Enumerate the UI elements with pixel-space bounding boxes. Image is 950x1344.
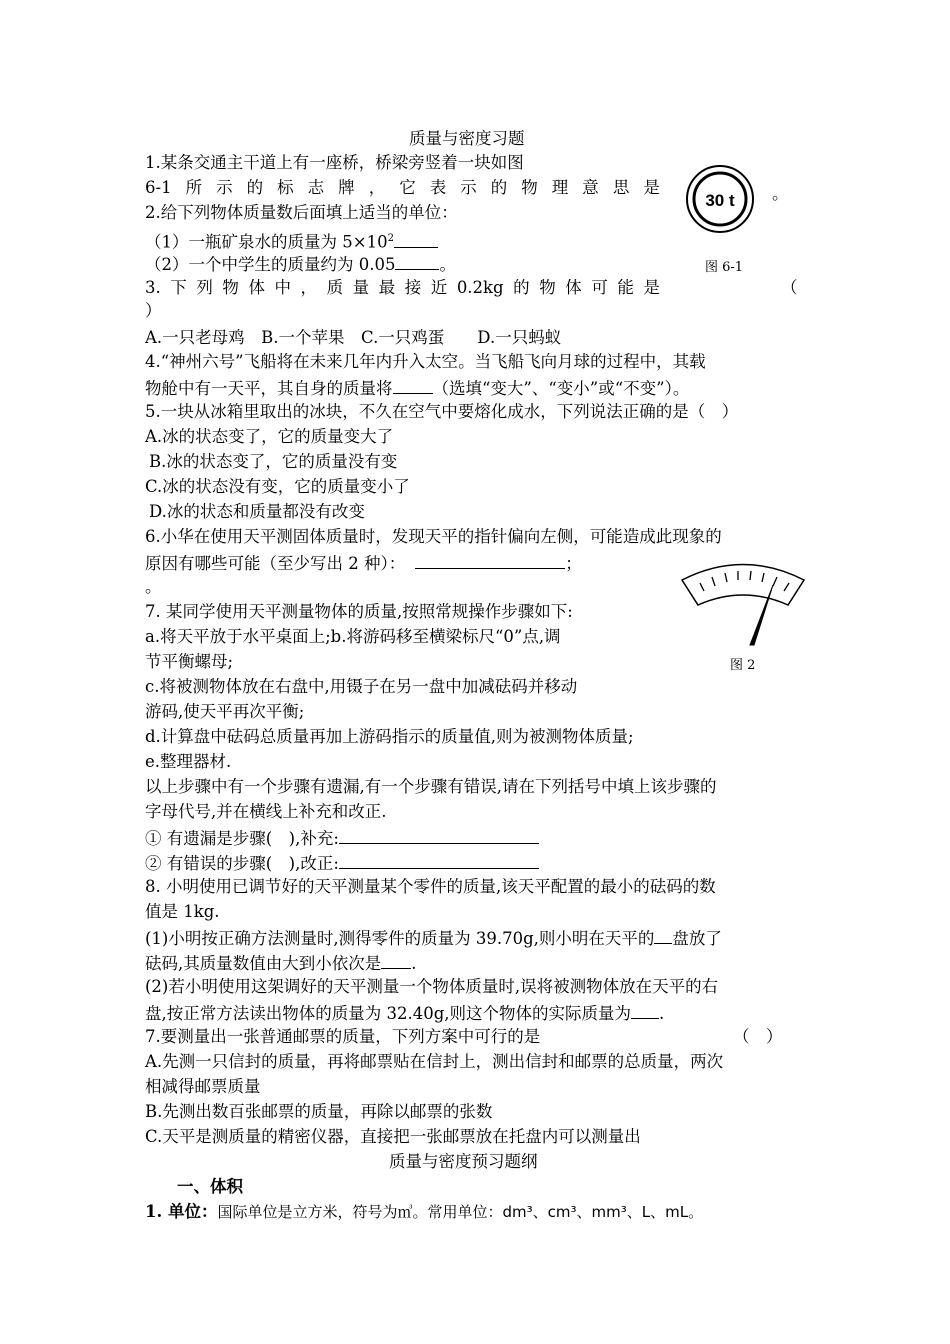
q8-part2-line1: (2)若小明使用这架调好的天平测量一个物体质量时,误将被测物体放在天平的右 bbox=[145, 977, 719, 996]
q1-line2-token: 6-1 bbox=[145, 178, 172, 197]
q3-stem-token: 量 bbox=[352, 278, 370, 297]
q7-stem: 7. 某同学使用天平测量物体的质量,按照常规操作步骤如下: bbox=[145, 602, 573, 621]
q7-answer-2: ② 有错误的步骤( ),改正: bbox=[145, 850, 539, 876]
q7-step-d: d.计算盘中砝码总质量再加上游码指示的质量值,则为被测物体质量; bbox=[145, 727, 634, 746]
q1-line2-token: 志 bbox=[307, 178, 325, 197]
q4-line2: 物舱中有一天平，其自身的质量将 （选填“变大”、“变小”或“不变”）。 bbox=[145, 375, 689, 401]
q3-stem-token: 中 bbox=[274, 278, 291, 297]
figure-2-caption: 图 2 bbox=[730, 658, 756, 673]
q1-line2-token: 理 bbox=[551, 178, 569, 197]
q8-actual-mass-blank[interactable] bbox=[631, 1000, 659, 1019]
q5-option-c: C.冰的状态没有变，它的质量变小了 bbox=[145, 477, 410, 496]
q1-line2-token: 牌 bbox=[338, 178, 355, 197]
q9-option-c: C.天平是测质量的精密仪器，直接把一张邮票放在托盘内可以测量出 bbox=[145, 1127, 641, 1146]
q9-stem: 7.要测量出一张普通邮票的质量，下列方案中可行的是 bbox=[145, 1027, 541, 1046]
outline-section-heading: 一、体积 bbox=[177, 1177, 243, 1196]
q7-step-c-line2: 游码,使天平再次平衡; bbox=[145, 702, 305, 721]
q9-paren: （ ） bbox=[733, 1027, 783, 1046]
q6-line2: 原因有哪些可能（至少写出 2 种）： ； bbox=[145, 550, 582, 576]
q3-stem-token: 列 bbox=[196, 278, 213, 297]
q3-stem-token: 体 bbox=[248, 278, 265, 297]
q6-end: 。 bbox=[145, 577, 162, 596]
q3-stem-token: 是 bbox=[643, 278, 660, 297]
q5-stem: 5.一块从冰箱里取出的冰块，不久在空气中要熔化成水，下列说法正确的是（ ） bbox=[145, 402, 739, 421]
q3-stem-token: 近 bbox=[430, 278, 448, 297]
q3-stem-token: 物 bbox=[222, 278, 239, 297]
figure-6-1-caption: 图 6-1 bbox=[705, 260, 744, 275]
sign-text: 30 t bbox=[705, 191, 735, 210]
q4-line1: 4.“神州六号”飞船将在未来几年内升入太空。当飞船飞向月球的过程中，其载 bbox=[145, 352, 706, 371]
q1-line2-token: 标 bbox=[277, 178, 294, 197]
q3-stem-token: 可 bbox=[591, 278, 608, 297]
q3-stem-token: 质 bbox=[326, 278, 344, 297]
q3-stem-token: 的 bbox=[513, 278, 530, 297]
q3-stem-token: ， bbox=[300, 278, 318, 297]
q2-stem: 2.给下列物体质量数后面填上适当的单位： bbox=[145, 203, 458, 222]
q9-option-b: B.先测出数百张邮票的质量，再除以邮票的张数 bbox=[145, 1102, 493, 1121]
q1-line2-token: ， bbox=[368, 178, 386, 197]
q9-option-a-line1: A.先测一只信封的质量，再将邮票贴在信封上，测出信封和邮票的总质量，两次 bbox=[145, 1052, 724, 1071]
q3-paren-open: （ bbox=[781, 278, 798, 297]
q3-stem-token: 体 bbox=[565, 278, 582, 297]
q1-line2-token: 的 bbox=[490, 178, 508, 197]
q2-item1: （1）一瓶矿泉水的质量为 $5\times 10^2$ bbox=[145, 227, 438, 255]
q1-line2-token: 的 bbox=[246, 178, 264, 197]
q3-stem-token: 下 bbox=[170, 278, 187, 297]
q1-line2-token: 示 bbox=[216, 178, 233, 197]
q1-line2-token: 是 bbox=[643, 178, 660, 197]
q3-stem-token: 能 bbox=[617, 278, 634, 297]
q1-line2-token: 所 bbox=[185, 178, 203, 197]
q8-part2-line2: 盘,按正常方法读出物体的质量为 32.40g,则这个物体的实际质量为 . bbox=[145, 1000, 664, 1026]
q9-option-a-line2: 相减得邮票质量 bbox=[145, 1077, 261, 1096]
q8-weights-blank[interactable] bbox=[381, 950, 411, 969]
q7-step-c-line1: c.将被测物体放在右盘中,用镊子在另一盘中加减砝码并移动 bbox=[145, 677, 578, 696]
q3-options: A.一只老母鸡 B.一个苹果 C.一只鸡蛋 D.一只蚂蚁 bbox=[145, 328, 562, 347]
q4-blank[interactable] bbox=[393, 375, 433, 394]
q1-line2-token: 思 bbox=[612, 178, 630, 197]
q6-blank[interactable] bbox=[415, 550, 565, 569]
q5-option-a: A.冰的状态变了，它的质量变大了 bbox=[145, 427, 394, 446]
q8-part1-line1: (1)小明按正确方法测量时,测得零件的质量为 39.70g,则小明在天平的 盘放了 bbox=[145, 925, 722, 951]
q3-stem bbox=[145, 276, 660, 300]
q3-stem-token: 接 bbox=[404, 278, 422, 297]
q1-line2-token: 物 bbox=[521, 178, 538, 197]
outline-item-1: 1. 单位：国际单位是立方米，符号为㎥。常用单位：dm³、cm³、mm³、L、mL。 bbox=[145, 1202, 704, 1221]
q1-line2-token: 示 bbox=[460, 178, 477, 197]
q1-line2-token: 它 bbox=[399, 178, 416, 197]
outline-title: 质量与密度预习题纲 bbox=[389, 1152, 538, 1171]
q1-line2-token: 意 bbox=[582, 178, 599, 197]
q7-note-line2: 字母代号,并在横线上补充和改正. bbox=[145, 802, 387, 821]
q8-line2: 值是 1kg. bbox=[145, 902, 220, 921]
q7-answer-1-blank[interactable] bbox=[339, 825, 539, 844]
q2-item2-blank[interactable] bbox=[395, 251, 439, 270]
q1-line2 bbox=[145, 176, 660, 200]
q3-paren-close: ） bbox=[145, 301, 162, 320]
q7-note-line1: 以上步骤中有一个步骤有遗漏,有一个步骤有错误,请在下列括号中填上该步骤的 bbox=[145, 777, 717, 796]
q7-step-a-line1: a.将天平放于水平桌面上;b.将游码移至横梁标尺“0”点,调 bbox=[145, 627, 561, 646]
q3-stem-token: 最 bbox=[378, 278, 396, 297]
q2-item1-blank[interactable] bbox=[394, 229, 438, 248]
q3-stem-token: 3. bbox=[145, 278, 161, 297]
q8-part1-line2: 砝码,其质量数值由大到小依次是 . bbox=[145, 950, 417, 976]
q3-stem-token: 物 bbox=[539, 278, 556, 297]
q3-stem-token: 0.2kg bbox=[456, 278, 504, 297]
q1-line1: 1.某条交通主干道上有一座桥，桥梁旁竖着一块如图 bbox=[145, 153, 524, 172]
q7-answer-2-blank[interactable] bbox=[339, 850, 539, 869]
q1-period: 。 bbox=[772, 184, 789, 203]
q7-step-e: e.整理器材. bbox=[145, 752, 232, 771]
q6-line1: 6.小华在使用天平测固体质量时，发现天平的指针偏向左侧，可能造成此现象的 bbox=[145, 527, 722, 546]
q8-pan-blank[interactable] bbox=[654, 925, 672, 944]
balance-scale-dial-icon bbox=[678, 555, 808, 650]
q7-answer-1: ① 有遗漏是步骤( ),补充: bbox=[145, 825, 539, 851]
q7-step-a-line2: 节平衡螺母; bbox=[145, 652, 234, 671]
q2-item2: （2）一个中学生的质量约为 0.05 。 bbox=[145, 251, 456, 277]
q5-option-d: D.冰的状态和质量都没有改变 bbox=[149, 502, 365, 521]
q8-line1: 8. 小明使用已调节好的天平测量某个零件的质量,该天平配置的最小的砝码的数 bbox=[145, 877, 716, 896]
page-title: 质量与密度习题 bbox=[409, 129, 525, 148]
q1-line2-token: 表 bbox=[429, 178, 447, 197]
weight-limit-sign-icon bbox=[684, 163, 756, 235]
q5-option-b: B.冰的状态变了，它的质量没有变 bbox=[149, 452, 398, 471]
